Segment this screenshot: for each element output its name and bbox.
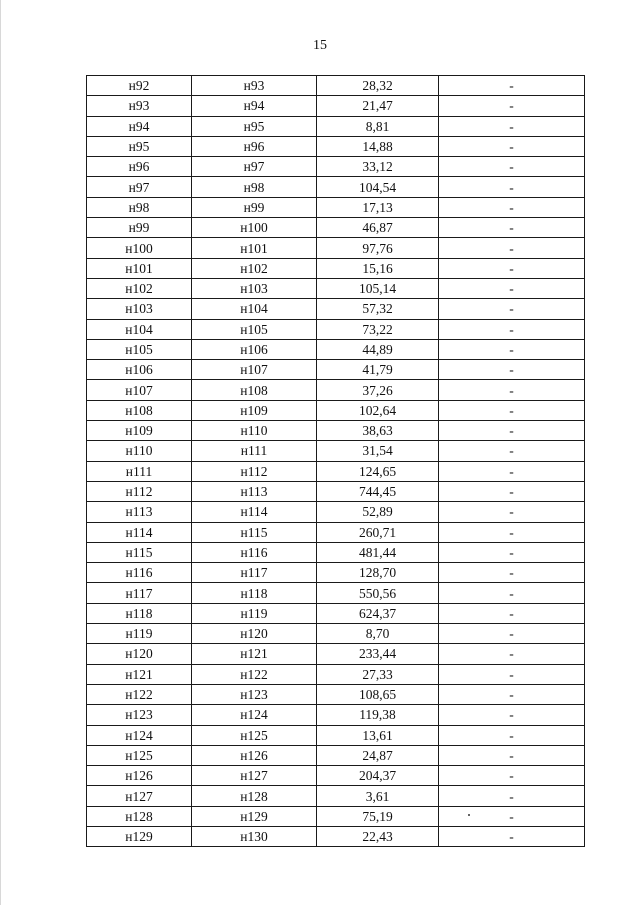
table-row [87, 705, 585, 725]
length-cell: 41,79 [317, 360, 439, 380]
table-row [87, 624, 585, 644]
length-cell: 260,71 [317, 522, 439, 542]
point-from-cell: н101 [87, 258, 192, 278]
length-cell: 481,44 [317, 542, 439, 562]
point-from-cell: н118 [87, 603, 192, 623]
table-row [87, 583, 585, 603]
point-to-cell: н118 [192, 583, 317, 603]
table-row [87, 745, 585, 765]
length-cell: 52,89 [317, 502, 439, 522]
length-cell: 21,47 [317, 96, 439, 116]
point-from-cell: н108 [87, 400, 192, 420]
table-row [87, 644, 585, 664]
length-cell: 24,87 [317, 745, 439, 765]
point-to-cell: н129 [192, 806, 317, 826]
point-to-cell: н110 [192, 421, 317, 441]
length-cell: 102,64 [317, 400, 439, 420]
table-row [87, 522, 585, 542]
table-row [87, 461, 585, 481]
point-from-cell: н109 [87, 421, 192, 441]
table-row [87, 116, 585, 136]
table-row [87, 481, 585, 501]
point-from-cell: н98 [87, 197, 192, 217]
note-cell: - [439, 481, 585, 501]
point-from-cell: н94 [87, 116, 192, 136]
point-from-cell: н111 [87, 461, 192, 481]
note-cell: - [439, 664, 585, 684]
table-row [87, 786, 585, 806]
note-cell: - [439, 725, 585, 745]
point-to-cell: н116 [192, 542, 317, 562]
length-cell: 31,54 [317, 441, 439, 461]
note-cell: - [439, 603, 585, 623]
length-cell: 97,76 [317, 238, 439, 258]
table-row [87, 380, 585, 400]
note-cell: - [439, 319, 585, 339]
note-cell: - [439, 705, 585, 725]
length-cell: 17,13 [317, 197, 439, 217]
point-to-cell: н109 [192, 400, 317, 420]
length-cell: 44,89 [317, 339, 439, 359]
table-row [87, 299, 585, 319]
note-cell: - [439, 116, 585, 136]
note-cell: - [439, 339, 585, 359]
length-cell: 37,26 [317, 380, 439, 400]
table-row [87, 360, 585, 380]
note-cell: - [439, 400, 585, 420]
note-cell: - [439, 745, 585, 765]
table-row [87, 157, 585, 177]
point-from-cell: н96 [87, 157, 192, 177]
length-cell: 38,63 [317, 421, 439, 441]
note-cell: - [439, 461, 585, 481]
length-cell: 27,33 [317, 664, 439, 684]
point-from-cell: н115 [87, 542, 192, 562]
note-cell: - [439, 278, 585, 298]
length-cell: 624,37 [317, 603, 439, 623]
length-cell: 744,45 [317, 481, 439, 501]
point-to-cell: н123 [192, 684, 317, 704]
note-cell: - [439, 786, 585, 806]
point-from-cell: н124 [87, 725, 192, 745]
table-row [87, 278, 585, 298]
point-to-cell: н104 [192, 299, 317, 319]
point-to-cell: н122 [192, 664, 317, 684]
table-row [87, 177, 585, 197]
note-cell: - [439, 826, 585, 846]
point-from-cell: н106 [87, 360, 192, 380]
point-to-cell: н119 [192, 603, 317, 623]
point-from-cell: н122 [87, 684, 192, 704]
table-row [87, 76, 585, 96]
table-body [87, 76, 585, 847]
note-cell: - [439, 542, 585, 562]
note-cell: - [439, 197, 585, 217]
note-cell: - [439, 136, 585, 156]
table-row [87, 441, 585, 461]
point-to-cell: н96 [192, 136, 317, 156]
length-cell: 57,32 [317, 299, 439, 319]
note-cell: - [439, 76, 585, 96]
length-cell: 28,32 [317, 76, 439, 96]
scan-edge [0, 0, 1, 905]
point-to-cell: н113 [192, 481, 317, 501]
length-cell: 8,81 [317, 116, 439, 136]
length-cell: 15,16 [317, 258, 439, 278]
table-row [87, 258, 585, 278]
length-cell: 14,88 [317, 136, 439, 156]
point-to-cell: н126 [192, 745, 317, 765]
point-from-cell: н114 [87, 522, 192, 542]
table-row [87, 319, 585, 339]
table-row [87, 197, 585, 217]
length-cell: 46,87 [317, 218, 439, 238]
length-cell: 108,65 [317, 684, 439, 704]
point-to-cell: н117 [192, 563, 317, 583]
length-cell: 204,37 [317, 766, 439, 786]
note-cell: - [439, 96, 585, 116]
note-cell: - [439, 624, 585, 644]
length-cell: 13,61 [317, 725, 439, 745]
length-cell: 119,38 [317, 705, 439, 725]
point-to-cell: н100 [192, 218, 317, 238]
point-to-cell: н127 [192, 766, 317, 786]
point-from-cell: н127 [87, 786, 192, 806]
point-from-cell: н120 [87, 644, 192, 664]
point-from-cell: н103 [87, 299, 192, 319]
note-cell: - [439, 684, 585, 704]
length-cell: 104,54 [317, 177, 439, 197]
length-cell: 8,70 [317, 624, 439, 644]
table-row [87, 664, 585, 684]
table-row [87, 502, 585, 522]
scan-speck [468, 814, 470, 816]
note-cell: - [439, 522, 585, 542]
note-cell: - [439, 563, 585, 583]
point-to-cell: н106 [192, 339, 317, 359]
point-to-cell: н99 [192, 197, 317, 217]
point-to-cell: н121 [192, 644, 317, 664]
length-cell: 550,56 [317, 583, 439, 603]
page-number: 15 [313, 38, 327, 53]
note-cell: - [439, 380, 585, 400]
table-row [87, 603, 585, 623]
point-to-cell: н130 [192, 826, 317, 846]
table-row [87, 238, 585, 258]
note-cell: - [439, 644, 585, 664]
length-cell: 22,43 [317, 826, 439, 846]
point-from-cell: н110 [87, 441, 192, 461]
note-cell: - [439, 441, 585, 461]
point-from-cell: н116 [87, 563, 192, 583]
point-to-cell: н114 [192, 502, 317, 522]
note-cell: - [439, 258, 585, 278]
point-to-cell: н98 [192, 177, 317, 197]
note-cell: - [439, 360, 585, 380]
table-row [87, 421, 585, 441]
point-from-cell: н97 [87, 177, 192, 197]
point-to-cell: н115 [192, 522, 317, 542]
length-cell: 124,65 [317, 461, 439, 481]
point-from-cell: н100 [87, 238, 192, 258]
table-row [87, 542, 585, 562]
length-cell: 3,61 [317, 786, 439, 806]
table-row [87, 684, 585, 704]
table-row [87, 826, 585, 846]
note-cell: - [439, 583, 585, 603]
point-from-cell: н123 [87, 705, 192, 725]
point-from-cell: н92 [87, 76, 192, 96]
point-to-cell: н125 [192, 725, 317, 745]
note-cell: - [439, 299, 585, 319]
point-from-cell: н105 [87, 339, 192, 359]
point-to-cell: н94 [192, 96, 317, 116]
point-to-cell: н128 [192, 786, 317, 806]
note-cell: - [439, 218, 585, 238]
point-to-cell: н108 [192, 380, 317, 400]
table-row [87, 725, 585, 745]
point-to-cell: н103 [192, 278, 317, 298]
point-to-cell: н101 [192, 238, 317, 258]
note-cell: - [439, 502, 585, 522]
note-cell: - [439, 238, 585, 258]
note-cell: - [439, 806, 585, 826]
point-from-cell: н129 [87, 826, 192, 846]
point-from-cell: н119 [87, 624, 192, 644]
point-from-cell: н121 [87, 664, 192, 684]
table-row [87, 806, 585, 826]
point-from-cell: н126 [87, 766, 192, 786]
point-from-cell: н107 [87, 380, 192, 400]
note-cell: - [439, 421, 585, 441]
point-to-cell: н107 [192, 360, 317, 380]
point-from-cell: н128 [87, 806, 192, 826]
table-row [87, 136, 585, 156]
point-to-cell: н112 [192, 461, 317, 481]
length-cell: 105,14 [317, 278, 439, 298]
table-row [87, 400, 585, 420]
table-row [87, 218, 585, 238]
length-cell: 233,44 [317, 644, 439, 664]
length-cell: 128,70 [317, 563, 439, 583]
table-row [87, 563, 585, 583]
note-cell: - [439, 766, 585, 786]
point-to-cell: н102 [192, 258, 317, 278]
point-from-cell: н99 [87, 218, 192, 238]
point-from-cell: н112 [87, 481, 192, 501]
point-from-cell: н117 [87, 583, 192, 603]
length-cell: 75,19 [317, 806, 439, 826]
point-from-cell: н93 [87, 96, 192, 116]
point-to-cell: н95 [192, 116, 317, 136]
point-to-cell: н93 [192, 76, 317, 96]
point-to-cell: н111 [192, 441, 317, 461]
point-from-cell: н102 [87, 278, 192, 298]
table-row [87, 766, 585, 786]
point-to-cell: н105 [192, 319, 317, 339]
point-from-cell: н125 [87, 745, 192, 765]
point-from-cell: н104 [87, 319, 192, 339]
table-row [87, 339, 585, 359]
boundary-points-table [86, 75, 585, 847]
point-from-cell: н95 [87, 136, 192, 156]
point-from-cell: н113 [87, 502, 192, 522]
point-to-cell: н124 [192, 705, 317, 725]
point-to-cell: н97 [192, 157, 317, 177]
table-row [87, 96, 585, 116]
note-cell: - [439, 157, 585, 177]
length-cell: 73,22 [317, 319, 439, 339]
length-cell: 33,12 [317, 157, 439, 177]
note-cell: - [439, 177, 585, 197]
point-to-cell: н120 [192, 624, 317, 644]
